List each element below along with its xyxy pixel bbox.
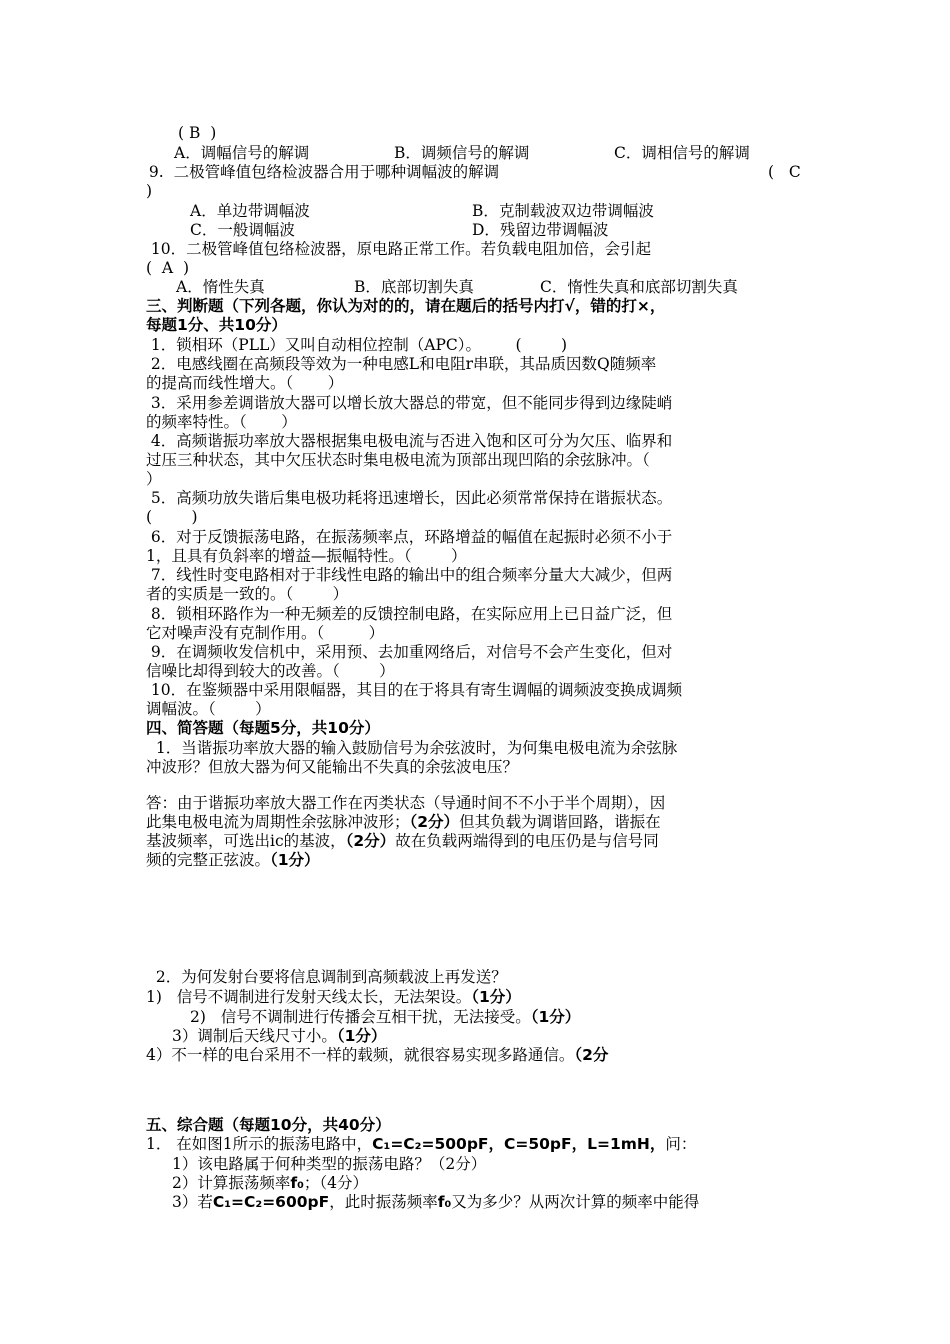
score-mark: （2分） — [409, 813, 460, 831]
judge-line: 10．在鉴频器中采用限幅器，其目的在于将具有寄生调幅的调频波变换成调频 — [146, 681, 683, 699]
q8-answer: ( B ) — [178, 124, 217, 142]
q9-option-c: C．一般调幅波 — [190, 221, 295, 239]
q8-option-c: C．调相信号的解调 — [614, 144, 750, 162]
judge-line: 信噪比却得到较大的改善。（ ） — [146, 662, 395, 680]
short-a1-line-1: 答：由于谐振功率放大器工作在丙类状态（导通时间不不小于半个周期），因 — [146, 794, 666, 812]
judge-title-line-1: 三、判断题（下列各题，你认为对的的，请在题后的括号内打√，错的打×， — [146, 297, 666, 315]
judge-line: 调幅波。（ ） — [146, 700, 271, 718]
judge-line: ( ) — [146, 508, 198, 526]
short-a1-line-3 — [146, 832, 659, 851]
question-text: 2）计算振荡频率 — [172, 1174, 291, 1192]
q10-option-c: C．惰性失真和底部切割失真 — [540, 278, 738, 296]
judge-line: 6．对于反馈振荡电路，在振荡频率点，环路增益的幅值在起振时必须不小于 — [146, 528, 673, 546]
judge-line: 2．电感线圈在高频段等效为一种电感L和电阻r串联，其品质因数Q随频率 — [146, 355, 657, 373]
score-mark: （1分） — [530, 1008, 581, 1026]
short-q1-line-1: 1．当谐振功率放大器的输入鼓励信号为余弦波时，为何集电极电流为余弦脉 — [146, 739, 678, 757]
question-text: ，此时振荡频率 — [329, 1193, 438, 1211]
formula-symbol: f₀ — [290, 1174, 304, 1192]
q9-answer-open: ( C — [768, 163, 801, 181]
comp-q1-sub-1: 1）该电路属于何种类型的振荡电路？（2分） — [172, 1155, 487, 1173]
answer-text: 故在负载两端得到的电压仍是与信号同 — [395, 832, 659, 850]
judge-line: 1，且具有负斜率的增益—振幅特性。（ ） — [146, 547, 467, 565]
circuit-values: C₁=C₂=500pF，C=50pF，L=1mH， — [372, 1135, 666, 1153]
short-a2-item-4 — [146, 1046, 608, 1065]
score-mark: （2分 — [574, 1046, 609, 1064]
short-q2: 2．为何发射台要将信息调制到高频载波上再发送？ — [146, 968, 507, 986]
circuit-values: C₁=C₂=600pF — [212, 1193, 330, 1211]
q8-option-a: A．调幅信号的解调 — [174, 144, 310, 162]
answer-text: 1) 信号不调制进行发射天线太长，无法架设。 — [146, 988, 472, 1006]
comp-q1-sub-3 — [172, 1193, 699, 1212]
answer-text: 3）调制后天线尺寸小。 — [172, 1027, 337, 1045]
judge-line: ） — [146, 470, 162, 488]
judge-line: 9．在调频收发信机中，采用预、去加重网络后，对信号不会产生变化，但对 — [146, 643, 673, 661]
short-answer-title: 四、简答题（每题5分，共10分） — [146, 719, 380, 737]
comprehensive-title: 五、综合题（每题10分，共40分） — [146, 1116, 391, 1134]
q10-option-b: B．底部切割失真 — [354, 278, 474, 296]
answer-text: 此集电极电流为周期性余弦脉冲波形； — [146, 813, 410, 831]
q10-answer: ( A ) — [146, 259, 189, 277]
question-text: 又为多少？从两次计算的频率中能得 — [451, 1193, 700, 1211]
q9-option-a: A．单边带调幅波 — [190, 202, 310, 220]
judge-line: 它对噪声没有克制作用。（ ） — [146, 624, 385, 642]
q9-text: 9. 二极管峰值包络检波器合用于哪种调幅波的解调 — [144, 163, 500, 181]
answer-text: 基波频率，可选出ic的基波， — [146, 832, 346, 850]
judge-line: 的提高而线性增大。（ ） — [146, 374, 344, 392]
comp-q1 — [146, 1135, 696, 1154]
short-a2-item-3 — [172, 1027, 386, 1046]
judge-line: 5．高频功放失谐后集电极功耗将迅速增长，因此必须常常保持在谐振状态。 — [146, 489, 673, 507]
judge-line: 1．锁相环（PLL）又叫自动相位控制（APC）。 ( ) — [146, 336, 568, 354]
judge-line: 者的实质是一致的。（ ） — [146, 585, 349, 603]
q10-text: 10．二极管峰值包络检波器，原电路正常工作。若负载电阻加倍，会引起 — [146, 240, 652, 258]
q10-option-a: A．惰性失真 — [176, 278, 265, 296]
question-text: ；（4分） — [303, 1174, 369, 1192]
score-mark: （2分） — [345, 832, 396, 850]
short-q1-line-2: 冲波形？但放大器为何又能输出不失真的余弦波电压？ — [146, 758, 519, 776]
short-a1-line-4 — [146, 851, 320, 870]
judge-line: 过压三种状态，其中欠压状态时集电极电流为顶部出现凹陷的余弦脉冲。（ — [146, 451, 650, 469]
question-text: 问： — [665, 1135, 697, 1153]
judge-line: 的频率特性。（ ） — [146, 413, 297, 431]
question-text: 1． 在如图1所示的振荡电路中， — [146, 1135, 373, 1153]
judge-line: 3．采用参差调谐放大器可以增长放大器总的带宽，但不能同步得到边缘陡峭 — [146, 394, 673, 412]
question-text: 3）若 — [172, 1193, 213, 1211]
judge-line: 8．锁相环路作为一种无频差的反馈控制电路，在实际应用上已日益广泛，但 — [146, 605, 673, 623]
judge-line: 4．高频谐振功率放大器根据集电极电流与否进入饱和区可分为欠压、临界和 — [146, 432, 673, 450]
q9-answer-close: ) — [146, 182, 153, 200]
answer-text: 但其负载为调谐回路，谐振在 — [459, 813, 661, 831]
answer-text: 4）不一样的电台采用不一样的载频，就很容易实现多路通信。 — [146, 1046, 575, 1064]
score-mark: （1分） — [471, 988, 521, 1006]
answer-text: 2) 信号不调制进行传播会互相干扰，无法接受。 — [190, 1008, 531, 1026]
short-a2-item-2 — [190, 1008, 580, 1027]
score-mark: （1分） — [270, 851, 320, 869]
short-a2-item-1 — [146, 988, 521, 1007]
judge-title-line-2: 每题1分、共10分） — [146, 316, 287, 334]
score-mark: （1分） — [336, 1027, 387, 1045]
formula-symbol: f₀ — [437, 1193, 452, 1211]
comp-q1-sub-2 — [172, 1174, 368, 1193]
judge-line: 7．线性时变电路相对于非线性电路的输出中的组合频率分量大大减少，但两 — [146, 566, 673, 584]
short-a1-line-2 — [146, 813, 661, 832]
answer-text: 频的完整正弦波。 — [146, 851, 271, 869]
q9-option-b: B．克制载波双边带调幅波 — [472, 202, 654, 220]
q8-option-b: B．调频信号的解调 — [394, 144, 530, 162]
q9-option-d: D．残留边带调幅波 — [472, 221, 609, 239]
